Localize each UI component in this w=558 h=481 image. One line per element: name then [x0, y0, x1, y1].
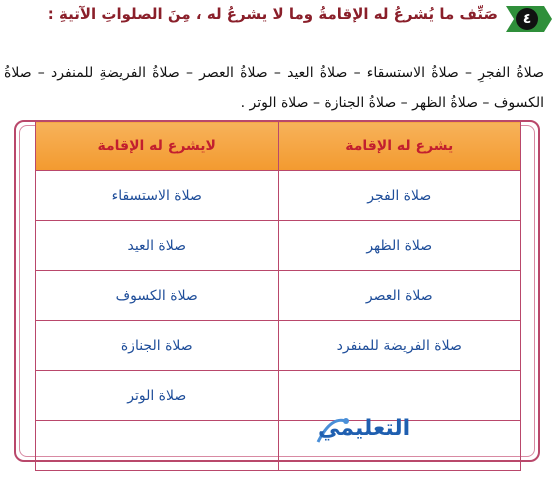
prompt-list: صلاةُ الفجرِ – صلاةُ الاستسقاء – صلاةُ العيد – صلاةُ العصر – صلاةُ الفريضةِ للمنفرد – صلاةُ الكسوف – صلاةُ الظهر – صلاةُ الجنازة – صلاة الوتر . [4, 65, 544, 111]
cell-not-allowed: صلاة الجنازة [36, 321, 279, 371]
cell-not-allowed: صلاة الكسوف [36, 271, 279, 321]
cell-not-allowed [36, 421, 279, 471]
question-number: ٤ [516, 8, 538, 30]
cell-allowed: صلاة العصر [278, 271, 521, 321]
table-row [36, 271, 521, 321]
cell-not-allowed: صلاة الاستسقاء [36, 171, 279, 221]
site-logo [318, 408, 438, 454]
table-row [36, 371, 521, 421]
header-allowed: يشرع له الإقامة [278, 122, 521, 171]
cell-not-allowed: صلاة العيد [36, 221, 279, 271]
cell-allowed: صلاة الفجر [278, 171, 521, 221]
classification-table [35, 121, 521, 471]
cell-allowed: صلاة الفريضة للمنفرد [278, 321, 521, 371]
table-row [36, 421, 521, 471]
cell-allowed: صلاة الظهر [278, 221, 521, 271]
question-number-badge [506, 4, 552, 34]
table-row [36, 321, 521, 371]
table-row [36, 221, 521, 271]
question-heading: صَنِّف ما يُشرعُ له الإقامةُ وما لا يشرعُ له ، مِنَ الصلواتِ الآتيةِ : [47, 5, 498, 23]
logo-text: التعليمي [318, 416, 411, 441]
table-header-row [36, 122, 521, 171]
table-row [36, 171, 521, 221]
header-not-allowed: لايشرع له الإقامة [36, 122, 279, 171]
cell-not-allowed: صلاة الوتر [36, 371, 279, 421]
